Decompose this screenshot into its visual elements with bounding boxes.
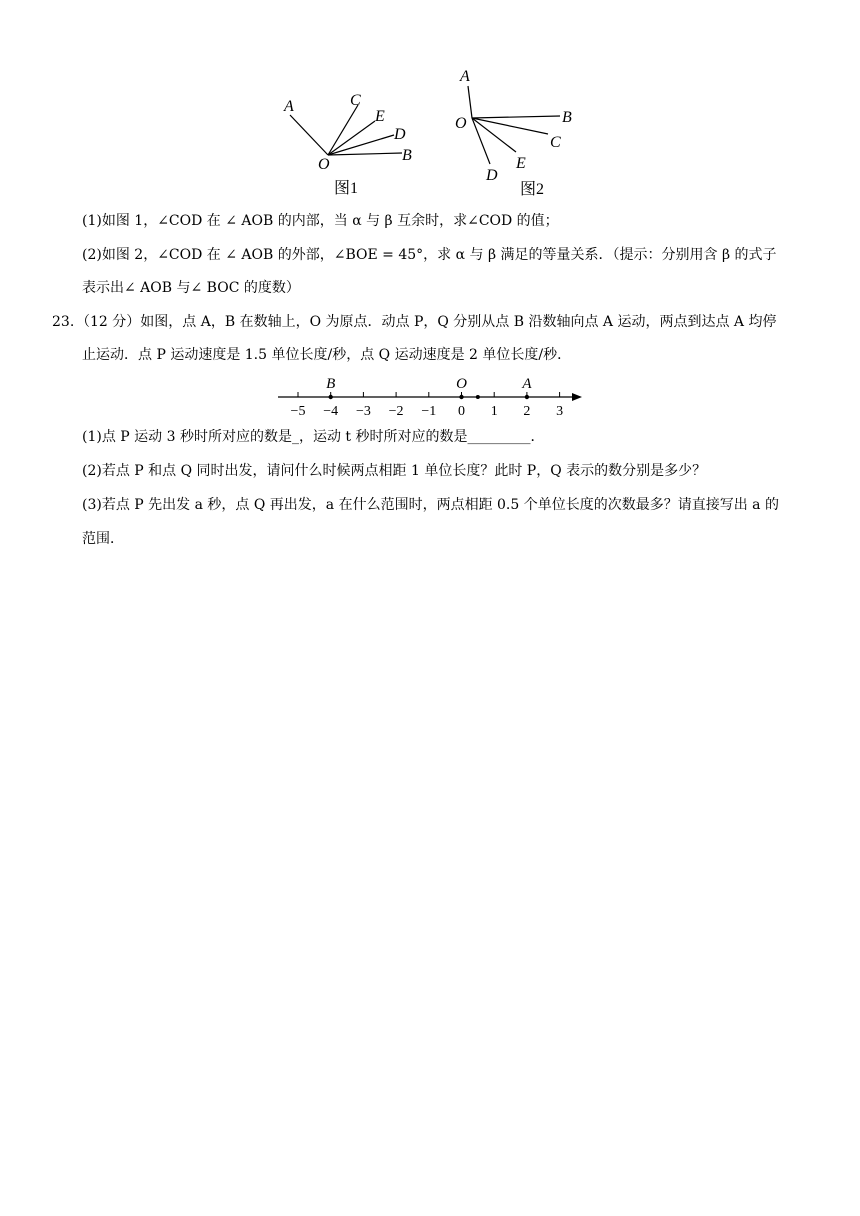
label-B: B (402, 147, 412, 164)
ray-OB (328, 153, 402, 155)
point-A (525, 395, 529, 399)
point-label-O: O (456, 376, 467, 392)
label-C: C (350, 92, 361, 109)
tick-label: −1 (421, 404, 437, 419)
q23-number: 23. (52, 314, 75, 330)
tick-label: −5 (290, 404, 306, 419)
q23-intro-line2: 止运动．点 P 运动速度是 1.5 单位长度/秒，点 Q 运动速度是 2 单位长度/秒． (82, 347, 572, 363)
caption-figure-2: 图2 (520, 181, 545, 198)
ray-OA (290, 115, 328, 155)
tick-label: 2 (523, 404, 531, 419)
tick-label: −4 (323, 404, 339, 419)
point-B (329, 395, 333, 399)
ray-OC (472, 118, 548, 134)
point-label-B: B (326, 376, 336, 392)
tick-label: −3 (355, 404, 371, 419)
q23-part2: (2)若点 P 和点 Q 同时出发，请问什么时候两点相距 1 单位长度？此时 P，Q 表示的数分别是多少？ (82, 463, 707, 479)
q23-part3-line2: 范围． (82, 531, 124, 547)
q22-part2-line1: (2)如图 2，∠COD 在 ∠ AOB 的外部，∠BOE = 45°，求 α 与 β 满足的等量关系．（提示：分别用含 β 的式子 (82, 247, 777, 263)
label-D: D (394, 126, 406, 143)
label-A: A (460, 68, 470, 85)
label-O: O (455, 115, 467, 132)
tick-label: 3 (556, 404, 564, 419)
ray-OB (472, 116, 560, 118)
point-dot (476, 395, 480, 399)
axis-arrow (572, 393, 582, 401)
figure-2 (450, 62, 590, 202)
tick-label: −2 (388, 404, 404, 419)
label-D: D (486, 167, 498, 184)
label-E: E (375, 108, 385, 125)
tick-label: 0 (458, 404, 465, 419)
tick-label: 1 (490, 404, 498, 419)
figure-1 (270, 85, 430, 200)
q23-part3-line1: (3)若点 P 先出发 a 秒，点 Q 再出发，a 在什么范围时，两点相距 0.5 个单位长度的次数最多？请直接写出 a 的 (82, 497, 779, 513)
caption-figure-1: 图1 (334, 180, 359, 197)
label-O: O (318, 156, 330, 173)
q22-part1: (1)如图 1，∠COD 在 ∠ AOB 的内部，当 α 与 β 互余时，求∠COD 的值； (82, 213, 559, 229)
point-O (459, 395, 463, 399)
point-label-A: A (522, 376, 532, 392)
q23-intro-line1: （12 分）如图，点 A，B 在数轴上，O 为原点．动点 P，Q 分别从点 B 沿数轴向点 A 运动，两点到达点 A 均停 (76, 314, 777, 330)
q22-part2-line2: 表示出∠ AOB 与∠ BOC 的度数） (82, 280, 300, 296)
label-A: A (284, 98, 294, 115)
ray-OE (328, 121, 375, 155)
label-E: E (516, 155, 526, 172)
label-B: B (562, 109, 572, 126)
label-C: C (550, 134, 561, 151)
ray-OA (468, 86, 472, 118)
q23-part1: (1)点 P 运动 3 秒时所对应的数是_，运动 t 秒时所对应的数是_________． (82, 429, 545, 445)
number-line (270, 372, 590, 422)
